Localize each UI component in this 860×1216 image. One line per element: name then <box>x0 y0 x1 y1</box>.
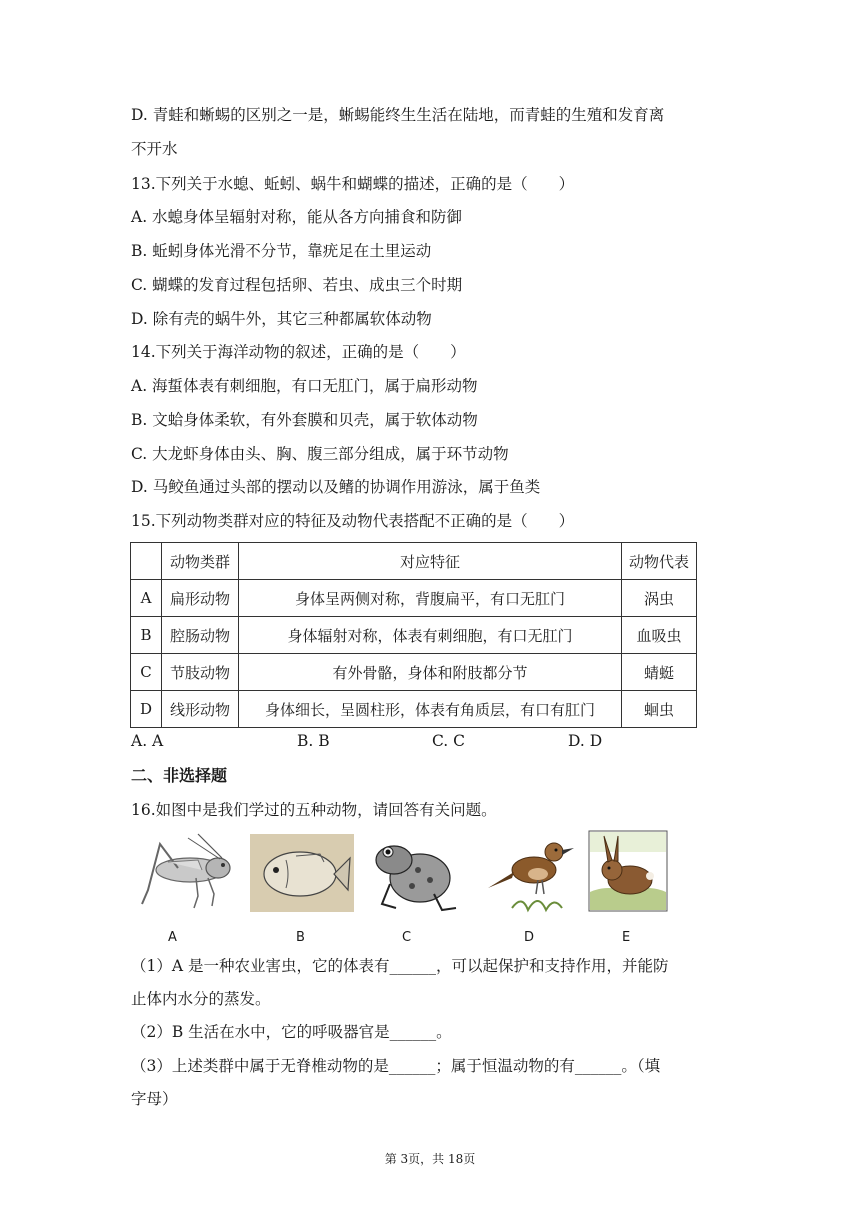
choice-b: B. B <box>297 732 330 750</box>
frog-icon <box>372 830 458 916</box>
table-cell: 腔肠动物 <box>162 617 239 654</box>
table-cell: 身体细长，呈圆柱形，体表有角质层，有口有肛门 <box>239 691 622 728</box>
q13-stem: 13.下列关于水螅、蚯蚓、蜗牛和蝴蝶的描述，正确的是（ ） <box>131 175 575 193</box>
figure-label-b: B <box>296 930 305 945</box>
table-cell: B <box>131 617 162 654</box>
figure-label-a: A <box>168 930 177 945</box>
q12-option-d-line2: 不开水 <box>131 140 178 158</box>
table-header-cell: 动物代表 <box>622 543 697 580</box>
table-cell: 涡虫 <box>622 580 697 617</box>
table-cell: 扁形动物 <box>162 580 239 617</box>
grasshopper-icon <box>138 830 238 912</box>
q16-figures <box>130 830 730 950</box>
table-cell: 蛔虫 <box>622 691 697 728</box>
q16-part3-line2: 字母） <box>131 1090 178 1108</box>
table-cell: 线形动物 <box>162 691 239 728</box>
q15-table <box>130 542 697 728</box>
table-cell: 身体呈两侧对称，背腹扁平，有口无肛门 <box>239 580 622 617</box>
q14-stem: 14.下列关于海洋动物的叙述，正确的是（ ） <box>131 343 466 361</box>
q16-part1-line2: 止体内水分的蒸发。 <box>131 990 271 1008</box>
rabbit-icon <box>588 830 668 912</box>
q16-part1-line1: （1）A 是一种农业害虫，它的体表有______，可以起保护和支持作用，并能防 <box>131 957 669 975</box>
figure-label-e: E <box>622 930 631 945</box>
q14-option-d: D. 马鲛鱼通过头部的摆动以及鳍的协调作用游泳，属于鱼类 <box>131 478 541 496</box>
q16-part2: （2）B 生活在水中，它的呼吸器官是______。 <box>131 1023 452 1041</box>
table-cell: 有外骨骼，身体和附肢都分节 <box>239 654 622 691</box>
table-header-cell <box>131 543 162 580</box>
bird-icon <box>482 830 578 914</box>
table-cell: D <box>131 691 162 728</box>
q14-option-c: C. 大龙虾身体由头、胸、腹三部分组成，属于环节动物 <box>131 445 509 463</box>
table-header-cell: 对应特征 <box>239 543 622 580</box>
table-cell: 血吸虫 <box>622 617 697 654</box>
table-cell: 身体辐射对称，体表有刺细胞，有口无肛门 <box>239 617 622 654</box>
fish-icon <box>250 830 354 912</box>
q13-option-b: B. 蚯蚓身体光滑不分节，靠疣足在土里运动 <box>131 242 432 260</box>
section-title: 二、非选择题 <box>131 766 228 785</box>
table-row <box>131 691 697 728</box>
choice-a: A. A <box>131 732 164 750</box>
q13-option-c: C. 蝴蝶的发育过程包括卵、若虫、成虫三个时期 <box>131 276 463 294</box>
table-cell: A <box>131 580 162 617</box>
q12-option-d-line1: D. 青蛙和蜥蜴的区别之一是，蜥蜴能终生生活在陆地，而青蛙的生殖和发育离 <box>131 106 665 124</box>
q16-part3-line1: （3）上述类群中属于无脊椎动物的是______；属于恒温动物的有______。（填 <box>131 1057 661 1075</box>
table-row <box>131 654 697 691</box>
choice-d: D. D <box>568 732 603 750</box>
table-header-row <box>131 543 697 580</box>
page-footer: 第 3页，共 18页 <box>384 1152 476 1166</box>
figure-label-c: C <box>402 930 412 945</box>
q14-option-a: A. 海蜇体表有刺细胞，有口无肛门，属于扁形动物 <box>131 377 478 395</box>
table-header-cell: 动物类群 <box>162 543 239 580</box>
choice-c: C. C <box>432 732 466 750</box>
q16-stem: 16.如图中是我们学过的五种动物，请回答有关问题。 <box>131 801 497 819</box>
table-cell: 节肢动物 <box>162 654 239 691</box>
q15-stem: 15.下列动物类群对应的特征及动物代表搭配不正确的是（ ） <box>131 512 575 530</box>
figure-label-d: D <box>524 930 535 945</box>
q13-option-a: A. 水螅身体呈辐射对称，能从各方向捕食和防御 <box>131 208 463 226</box>
table-cell: C <box>131 654 162 691</box>
table-cell: 蜻蜓 <box>622 654 697 691</box>
table-row <box>131 580 697 617</box>
q13-option-d: D. 除有壳的蜗牛外，其它三种都属软体动物 <box>131 310 432 328</box>
q14-option-b: B. 文蛤身体柔软，有外套膜和贝壳，属于软体动物 <box>131 411 478 429</box>
table-row <box>131 617 697 654</box>
